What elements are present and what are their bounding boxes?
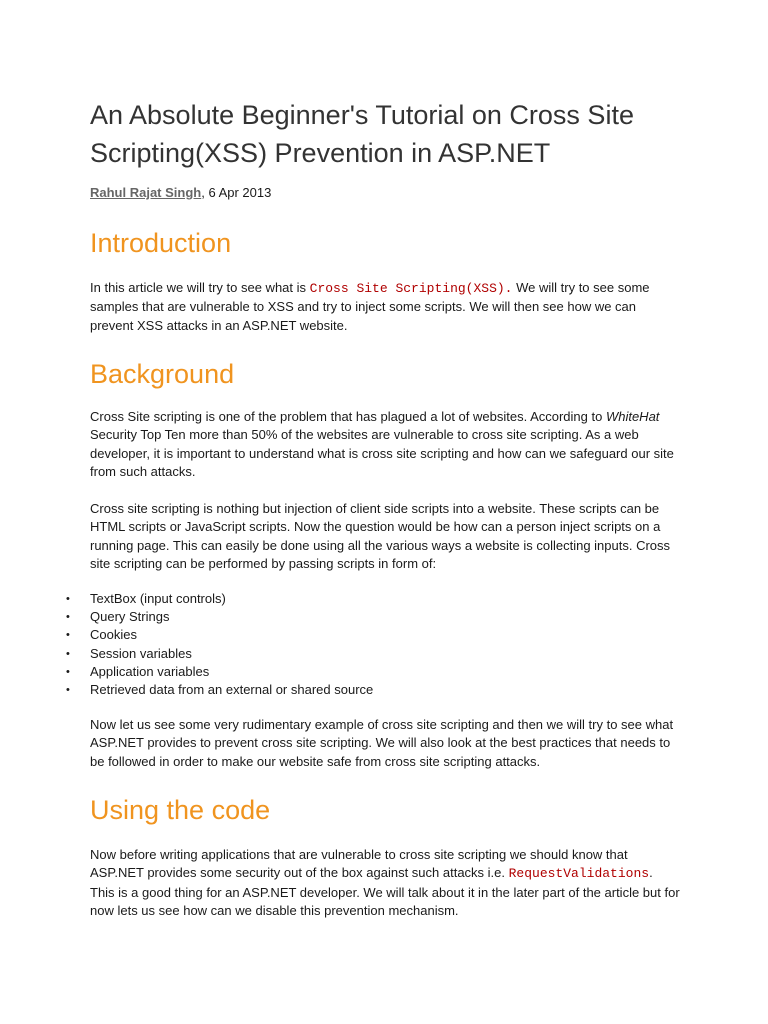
bullet-icon: •: [66, 684, 70, 697]
introduction-paragraph: [90, 279, 680, 335]
background-paragraph-2: Cross site scripting is nothing but injection of client side scripts into a website. These scripts can be HTML scripts or JavaScript scripts. Now the question would be how can a person inject scripts on a running page. This can easily be done using all the various ways a website is collecting inputs. Cross site scripting can be performed by passing scripts in form of:: [90, 501, 671, 571]
input-vectors-list: [60, 590, 373, 699]
heading-background: Background: [90, 359, 235, 389]
background-paragraph-3: Now let us see some very rudimentary example of cross site scripting and then we will try to see what ASP.NET provides to prevent cross site scripting. We will also look at the best practices that needs to be followed in order to make our website safe from cross site scripting attacks.: [90, 717, 674, 769]
heading-using-the-code: Using the code: [90, 795, 271, 825]
intro-text-1: In this article we will try to see what is: [90, 280, 310, 295]
publish-date: , 6 Apr 2013: [201, 185, 272, 200]
list-item: • Query Strings: [60, 608, 373, 626]
list-item: • Cookies: [60, 626, 373, 644]
bullet-icon: •: [66, 611, 70, 624]
bg-italic-whitehat: WhiteHat: [605, 409, 660, 424]
bullet-icon: •: [66, 629, 70, 642]
code-request-validations: RequestValidations: [508, 866, 650, 882]
bullet-icon: •: [66, 665, 70, 678]
bullet-icon: •: [66, 647, 70, 660]
heading-introduction: Introduction: [90, 228, 232, 258]
bullet-icon: •: [66, 593, 70, 605]
bg-text-1: Cross Site scripting is one of the problem that has plagued a lot of websites. According to: [90, 409, 606, 424]
byline: [90, 184, 271, 202]
using-code-paragraph: [90, 846, 680, 920]
bg-text-2: Security Top Ten more than 50% of the websites are vulnerable to cross site scripting. As a web developer, it is important to understand what is cross site scripting and how can we safeguard our site from such attacks.: [90, 427, 674, 479]
code-text-1: Now before writing applications that are vulnerable to cross site scripting we should know that ASP.NET provides some security out of the box against such attacks i.e.: [90, 847, 628, 881]
list-item: • Application variables: [60, 663, 373, 681]
code-text-2: . This is a good thing for an ASP.NET developer. We will talk about it in the later part of the article but for now lets us see how can we disable this prevention mechanism.: [90, 865, 680, 918]
author-link[interactable]: Rahul Rajat Singh: [90, 185, 202, 200]
article-title: An Absolute Beginner's Tutorial on Cross Site Scripting(XSS) Prevention in ASP.NET: [90, 100, 634, 168]
intro-text-2: We will try to see some samples that are vulnerable to XSS and try to inject some scripts. We will then see how we can prevent XSS attacks in an ASP.NET website.: [90, 280, 650, 333]
background-paragraph-1: [90, 408, 680, 481]
intro-code-xss: Cross Site Scripting(XSS).: [309, 281, 513, 296]
list-item: • TextBox (input controls): [60, 590, 373, 608]
list-item: • Session variables: [60, 645, 373, 663]
list-item: • Retrieved data from an external or shared source: [60, 681, 373, 699]
